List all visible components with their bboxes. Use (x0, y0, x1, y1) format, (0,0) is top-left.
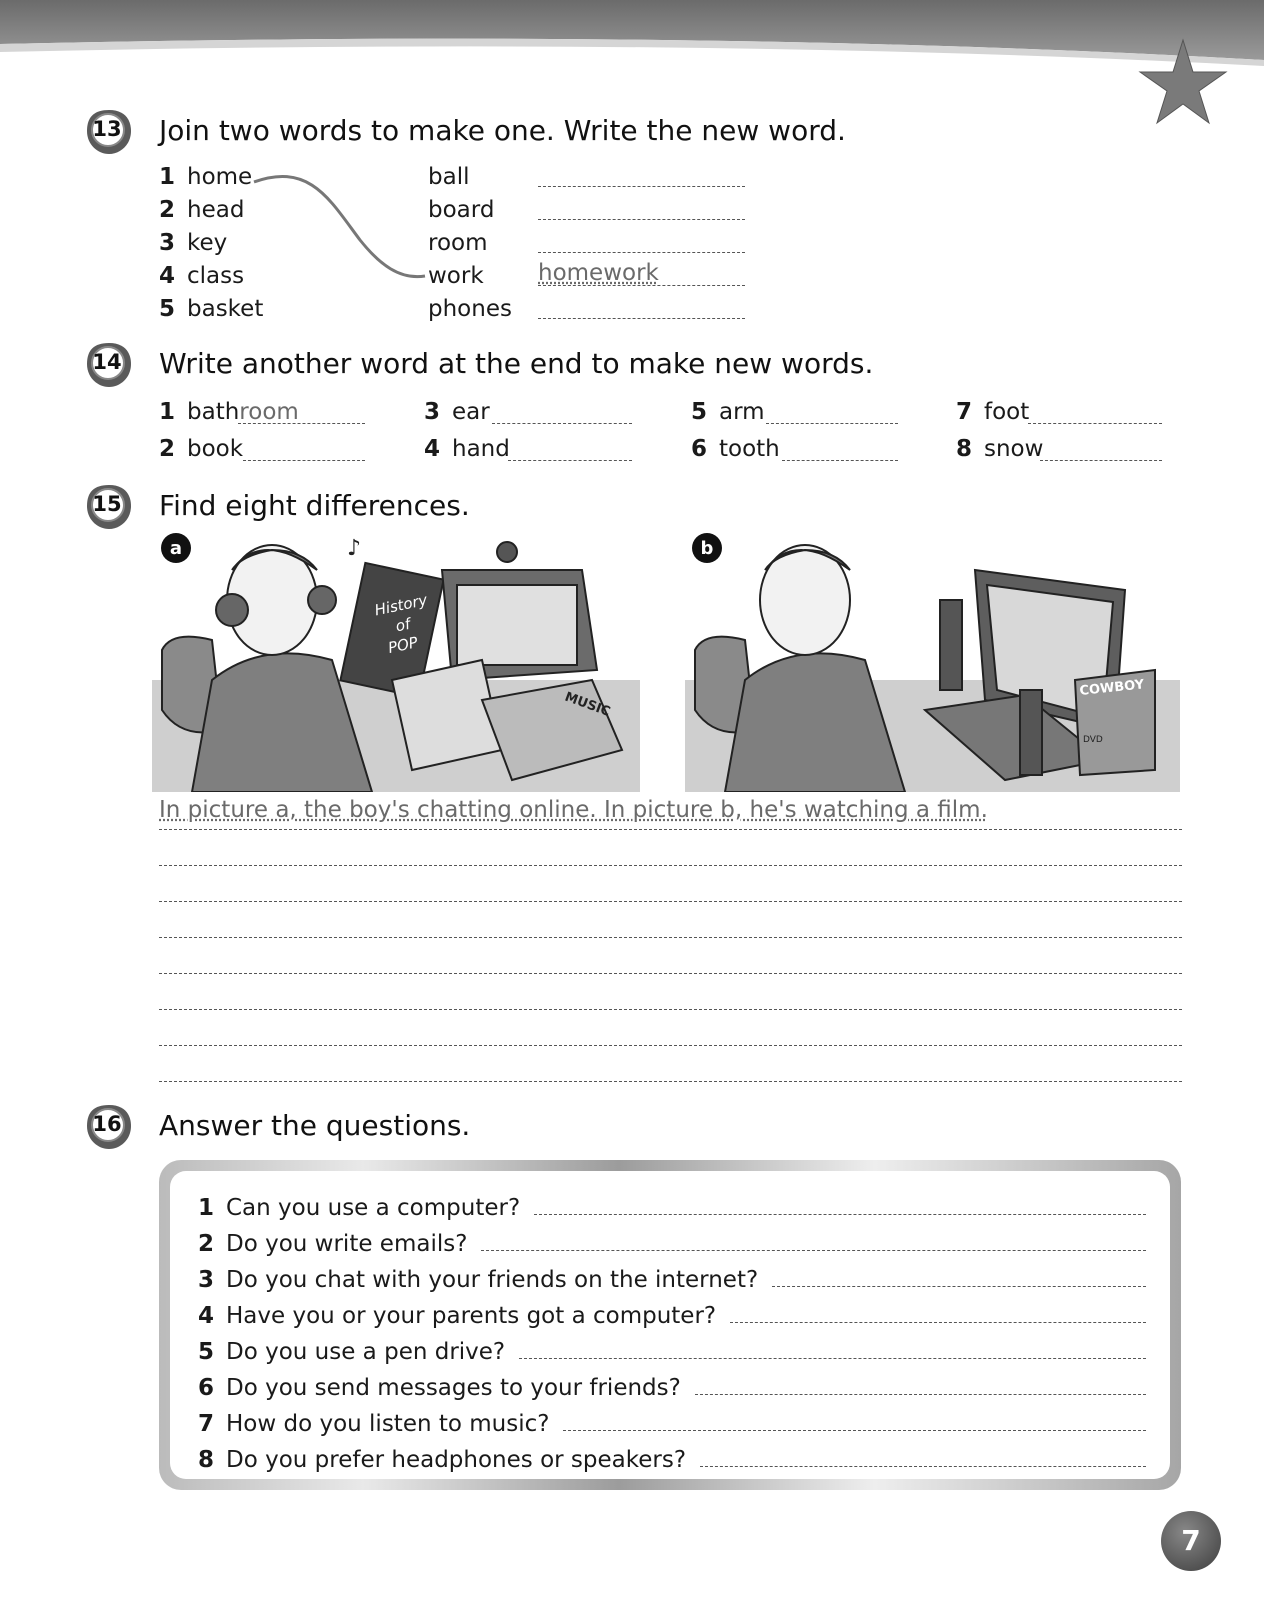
ex14-item-5: 5 arm (691, 399, 765, 425)
ex13-answer-1[interactable] (538, 186, 745, 187)
answer-line-7[interactable] (563, 1430, 1146, 1431)
picture-b-label: b (700, 538, 714, 559)
ex13-right-5: phones (428, 296, 512, 322)
picture-b-boy-watching-film (685, 530, 1180, 792)
exercise-number: 16 (92, 1112, 122, 1136)
matching-line (250, 170, 430, 290)
question-7: 7 How do you listen to music? (198, 1411, 1146, 1437)
exercise-13-badge (84, 107, 134, 157)
ex14-answer-6[interactable] (782, 460, 898, 461)
picture-a-boy-chatting (152, 530, 640, 792)
ex14-item-7: 7 foot (956, 399, 1030, 425)
ex15-line-2[interactable] (159, 865, 1182, 866)
ex15-line-7[interactable] (159, 1045, 1182, 1046)
question-3: 3 Do you chat with your friends on the internet? (198, 1267, 1146, 1293)
book-title-line-3: POP (386, 633, 420, 658)
ex13-left-4: 4 class (159, 263, 245, 289)
ex13-left-2: 2 head (159, 197, 245, 223)
ex14-item-2: 2 book (159, 436, 244, 462)
exercise-15-badge (84, 482, 134, 532)
question-1: 1 Can you use a computer? (198, 1195, 1146, 1221)
book-title-line-1: History (372, 590, 429, 620)
ex14-item-1: 1 bathroom (159, 399, 299, 425)
cowboy-dvd-label: COWBOY (1078, 677, 1145, 699)
ex14-item-8: 8 snow (956, 436, 1044, 462)
ex13-answer-3[interactable] (538, 252, 745, 253)
answer-line-1[interactable] (534, 1214, 1146, 1215)
ex14-answer-5[interactable] (766, 423, 898, 424)
questions-box (159, 1160, 1181, 1490)
answer-line-3[interactable] (772, 1286, 1146, 1287)
ex13-right-4: work (428, 263, 484, 289)
exercise-16-badge (84, 1102, 134, 1152)
ex14-answer-4[interactable] (508, 460, 632, 461)
exercise-14-title: Write another word at the end to make new words. (159, 347, 874, 380)
music-note-icon: ♪ (347, 536, 362, 561)
ex14-answer-8[interactable] (1040, 460, 1162, 461)
ex14-item-6: 6 tooth (691, 436, 780, 462)
exercise-15-title: Find eight differences. (159, 489, 470, 522)
ex15-line-6[interactable] (159, 1009, 1182, 1010)
answer-line-8[interactable] (700, 1466, 1146, 1467)
music-magazine-label: MUSIC (562, 689, 613, 720)
ex13-answer-2[interactable] (538, 219, 745, 220)
ex14-answer-3[interactable] (492, 423, 632, 424)
ex13-right-1: ball (428, 164, 470, 190)
exercise-number: 15 (92, 492, 122, 516)
exercise-16-title: Answer the questions. (159, 1109, 471, 1142)
picture-a-label: a (169, 538, 183, 559)
ex15-line-8[interactable] (159, 1081, 1182, 1082)
ex13-right-3: room (428, 230, 488, 256)
ex14-answer-1[interactable] (238, 423, 365, 424)
exercise-13-title: Join two words to make one. Write the new word. (159, 114, 846, 147)
ex15-example-answer: In picture a, the boy's chatting online. In picture b, he's watching a film. (159, 797, 988, 823)
ex15-line-1[interactable] (159, 829, 1182, 830)
ex13-right-2: board (428, 197, 495, 223)
ex13-left-5: 5 basket (159, 296, 264, 322)
ex14-item-3: 3 ear (424, 399, 490, 425)
dvd-label: DVD (1083, 735, 1103, 745)
ex13-left-1: 1 home (159, 164, 253, 190)
exercise-number: 13 (92, 117, 122, 141)
answer-line-5[interactable] (519, 1358, 1146, 1359)
ex15-line-3[interactable] (159, 901, 1182, 902)
question-5: 5 Do you use a pen drive? (198, 1339, 1146, 1365)
ex13-example-answer: homework (538, 260, 659, 286)
ex13-answer-5[interactable] (538, 318, 745, 319)
book-title-line-2: of (394, 614, 412, 636)
answer-line-2[interactable] (481, 1250, 1146, 1251)
question-2: 2 Do you write emails? (198, 1231, 1146, 1257)
page-number: 7 (1161, 1511, 1221, 1571)
ex15-line-5[interactable] (159, 973, 1182, 974)
ex13-left-3: 3 key (159, 230, 228, 256)
question-6: 6 Do you send messages to your friends? (198, 1375, 1146, 1401)
ex14-answer-2[interactable] (243, 460, 365, 461)
question-4: 4 Have you or your parents got a computer? (198, 1303, 1146, 1329)
ex14-answer-7[interactable] (1028, 423, 1162, 424)
ex15-line-4[interactable] (159, 937, 1182, 938)
exercise-14-badge (84, 340, 134, 390)
exercise-number: 14 (92, 350, 122, 374)
question-8: 8 Do you prefer headphones or speakers? (198, 1447, 1146, 1473)
ex14-item-4: 4 hand (424, 436, 510, 462)
answer-line-6[interactable] (695, 1394, 1146, 1395)
answer-line-4[interactable] (730, 1322, 1146, 1323)
